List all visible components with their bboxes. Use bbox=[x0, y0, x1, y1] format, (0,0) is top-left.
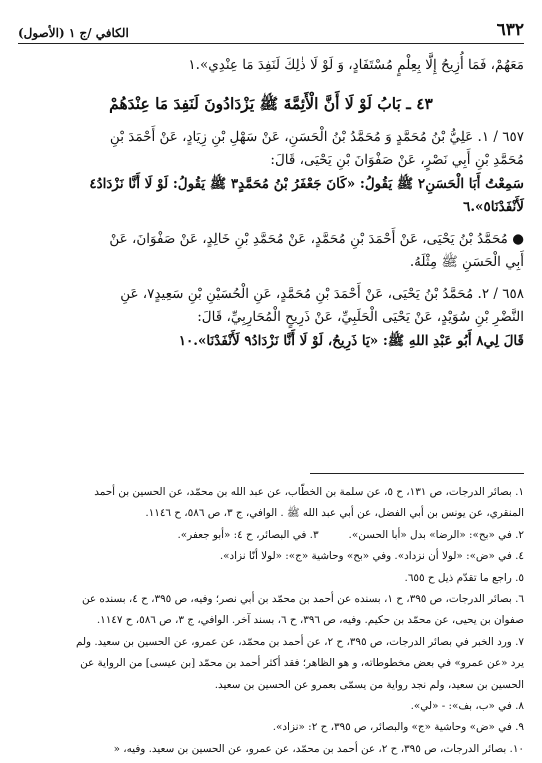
footnote-7-line-2: يرد «عن عمرو» في بعض مخطوطاته، و هو الظاهر؛ فقد أكثر أحمد بن محمّد [بن عيسى] من الرواية عن bbox=[80, 657, 524, 670]
footnote-7-line-1: ٧. ورد الخبر في بصائر الدرجات، ص ٣٩٥، ح ٢، عن أحمد بن محمّد، عن عمرو، عن الحسين بن سعيد. ولم bbox=[75, 635, 524, 648]
main-text bbox=[18, 54, 524, 353]
intro-line: مَعَهُمْ، فَمَا أُزِيحُ إِلَّا بِعِلْمٍ مُسْتَفَادٍ، وَ لَوْ لَا ذٰلِكَ لَنَفِدَ مَا عِنْدِي».١ bbox=[188, 57, 524, 73]
alternate-chain-line-1: ● مُحَمَّدُ بْنُ يَحْيَى، عَنْ أَحْمَدَ بْنِ مُحَمَّدٍ، عَنْ مُحَمَّدِ بْنِ خَالِدٍ، عَنْ صَفْوَانَ، عَنْ bbox=[109, 230, 524, 247]
hadith-658-text: قَالَ لِي٨ أَبُو عَبْدِ اللهِ ﷺ: «يَا ذَرِيحُ، لَوْ لَا أَنَّا نَزْدَادُ٩ لَأَنْفَدْنَا».١٠ bbox=[178, 332, 524, 349]
hadith-657-chain-line-1: ٦٥٧ / ١. عَلِيُّ بْنُ مُحَمَّدٍ وَ مُحَمَّدُ بْنُ الْحَسَنِ، عَنْ سَهْلِ بْنِ زِيَادٍ، عَنْ أَحْمَدَ بْنِ bbox=[109, 128, 524, 145]
hadith-657-text-line-2: لَأَنْفَدْنَا٥».٦ bbox=[463, 199, 524, 215]
footnote-10: ١٠. بصائر الدرجات، ص ٣٩٥، ح ٢، عن أحمد بن محمّد، عن عمرو، عن الحسين بن سعيد. وفيه، « bbox=[113, 742, 524, 755]
running-title: الكافي /ج ١ (الأصول) bbox=[18, 26, 129, 40]
hadith-658-chain-line-2: النَّضْرِ بْنِ سُوَيْدٍ، عَنْ يَحْيَى الْحَلَبِيِّ، عَنْ ذَرِيحٍ الْمُحَارِبِيِّ، قَالَ: bbox=[197, 309, 524, 325]
book-page bbox=[18, 14, 524, 755]
footnote-1-line-2: المنقري، عن يونس بن أبي الفضل، عن أبي عبد الله ﷺ . الوافي، ج ٣، ص ٥٨٦، ح ١١٤٦. bbox=[145, 507, 524, 520]
page-number: ٦٣٢ bbox=[496, 20, 524, 40]
chapter-heading: ٤٣ ـ بَابُ لَوْ لَا أَنَّ الْأَئِمَّةَ ﷺ يَزْدَادُونَ لَنَفِدَ مَا عِنْدَهُمْ bbox=[109, 93, 433, 113]
footnote-5: ٥. راجع ما تقدّم ذيل ح ٦٥٥. bbox=[404, 571, 524, 584]
footnote-6-line-2: صفوان بن يحيى، عن محمّد بن حكيم. وفيه، ص ٣٩٦، ح ٦، بسند آخر. الوافي، ج ٣، ص ٥٨٦، ح ١١٤٧. bbox=[96, 614, 524, 627]
footnote-8: ٨. في «ب، بف»: - «لي». bbox=[410, 700, 524, 713]
footnote-2: ٢. في «بح»: «الرضا» بدل «أبا الحسن». bbox=[348, 528, 524, 541]
footnote-9: ٩. في «ض» وحاشية «ج» والبصائر، ص ٣٩٥، ح ٢: «نزاد». bbox=[272, 721, 524, 734]
footnote-4: ٤. في «ض»: «لولا أن نزداد». وفي «بح» وحاشية «ج»: «لولا أنّا نزاد». bbox=[219, 550, 524, 563]
footnote-6-line-1: ٦. بصائر الدرجات، ص ٣٩٥، ح ١، بسنده عن أحمد بن محمّد بن أبي نصر؛ وفيه، ص ٣٩٥، ح ٤، بسنده عن bbox=[81, 593, 524, 606]
footnote-7-line-3: الحسين بن سعيد، ولم نجد رواية من يسمّى بعمرو عن الحسين بن سعيد. bbox=[214, 678, 524, 691]
hadith-657-text-line-1: سَمِعْتُ أَبَا الْحَسَنِ٢ ﷺ يَقُولُ: «كَانَ جَعْفَرُ بْنُ مُحَمَّدٍ٣ ﷺ يَقُولُ: لَوْ لَا أَنَّا نَزْدَادُ٤ bbox=[89, 175, 524, 192]
alternate-chain-line-2: أَبِي الْحَسَنِ ﷺ مِثْلَهُ. bbox=[409, 254, 524, 270]
footnote-row-2-3 bbox=[18, 525, 524, 546]
footnote-1-line-1: ١. بصائر الدرجات، ص ١٣١، ح ٥، عن سلمة بن الخطّاب، عن عبد الله بن محمّد، عن الحسين بن أحمد bbox=[94, 486, 524, 498]
page-header bbox=[18, 14, 524, 44]
hadith-658-chain-line-1: ٦٥٨ / ٢. مُحَمَّدُ بْنُ يَحْيَى، عَنْ أَحْمَدَ بْنِ مُحَمَّدٍ، عَنِ الْحُسَيْنِ بْنِ سَعِيدٍ٧، عَنِ bbox=[120, 285, 524, 302]
footnote-separator bbox=[310, 473, 524, 474]
footnotes bbox=[18, 482, 524, 760]
footnote-3: ٣. في البصائر، ح ٤: «أبو جعفر». bbox=[177, 528, 319, 541]
hadith-657-chain-line-2: مُحَمَّدِ بْنِ أَبِي نَصْرٍ، عَنْ صَفْوَانَ بْنِ يَحْيَى، قَالَ: bbox=[270, 152, 524, 168]
